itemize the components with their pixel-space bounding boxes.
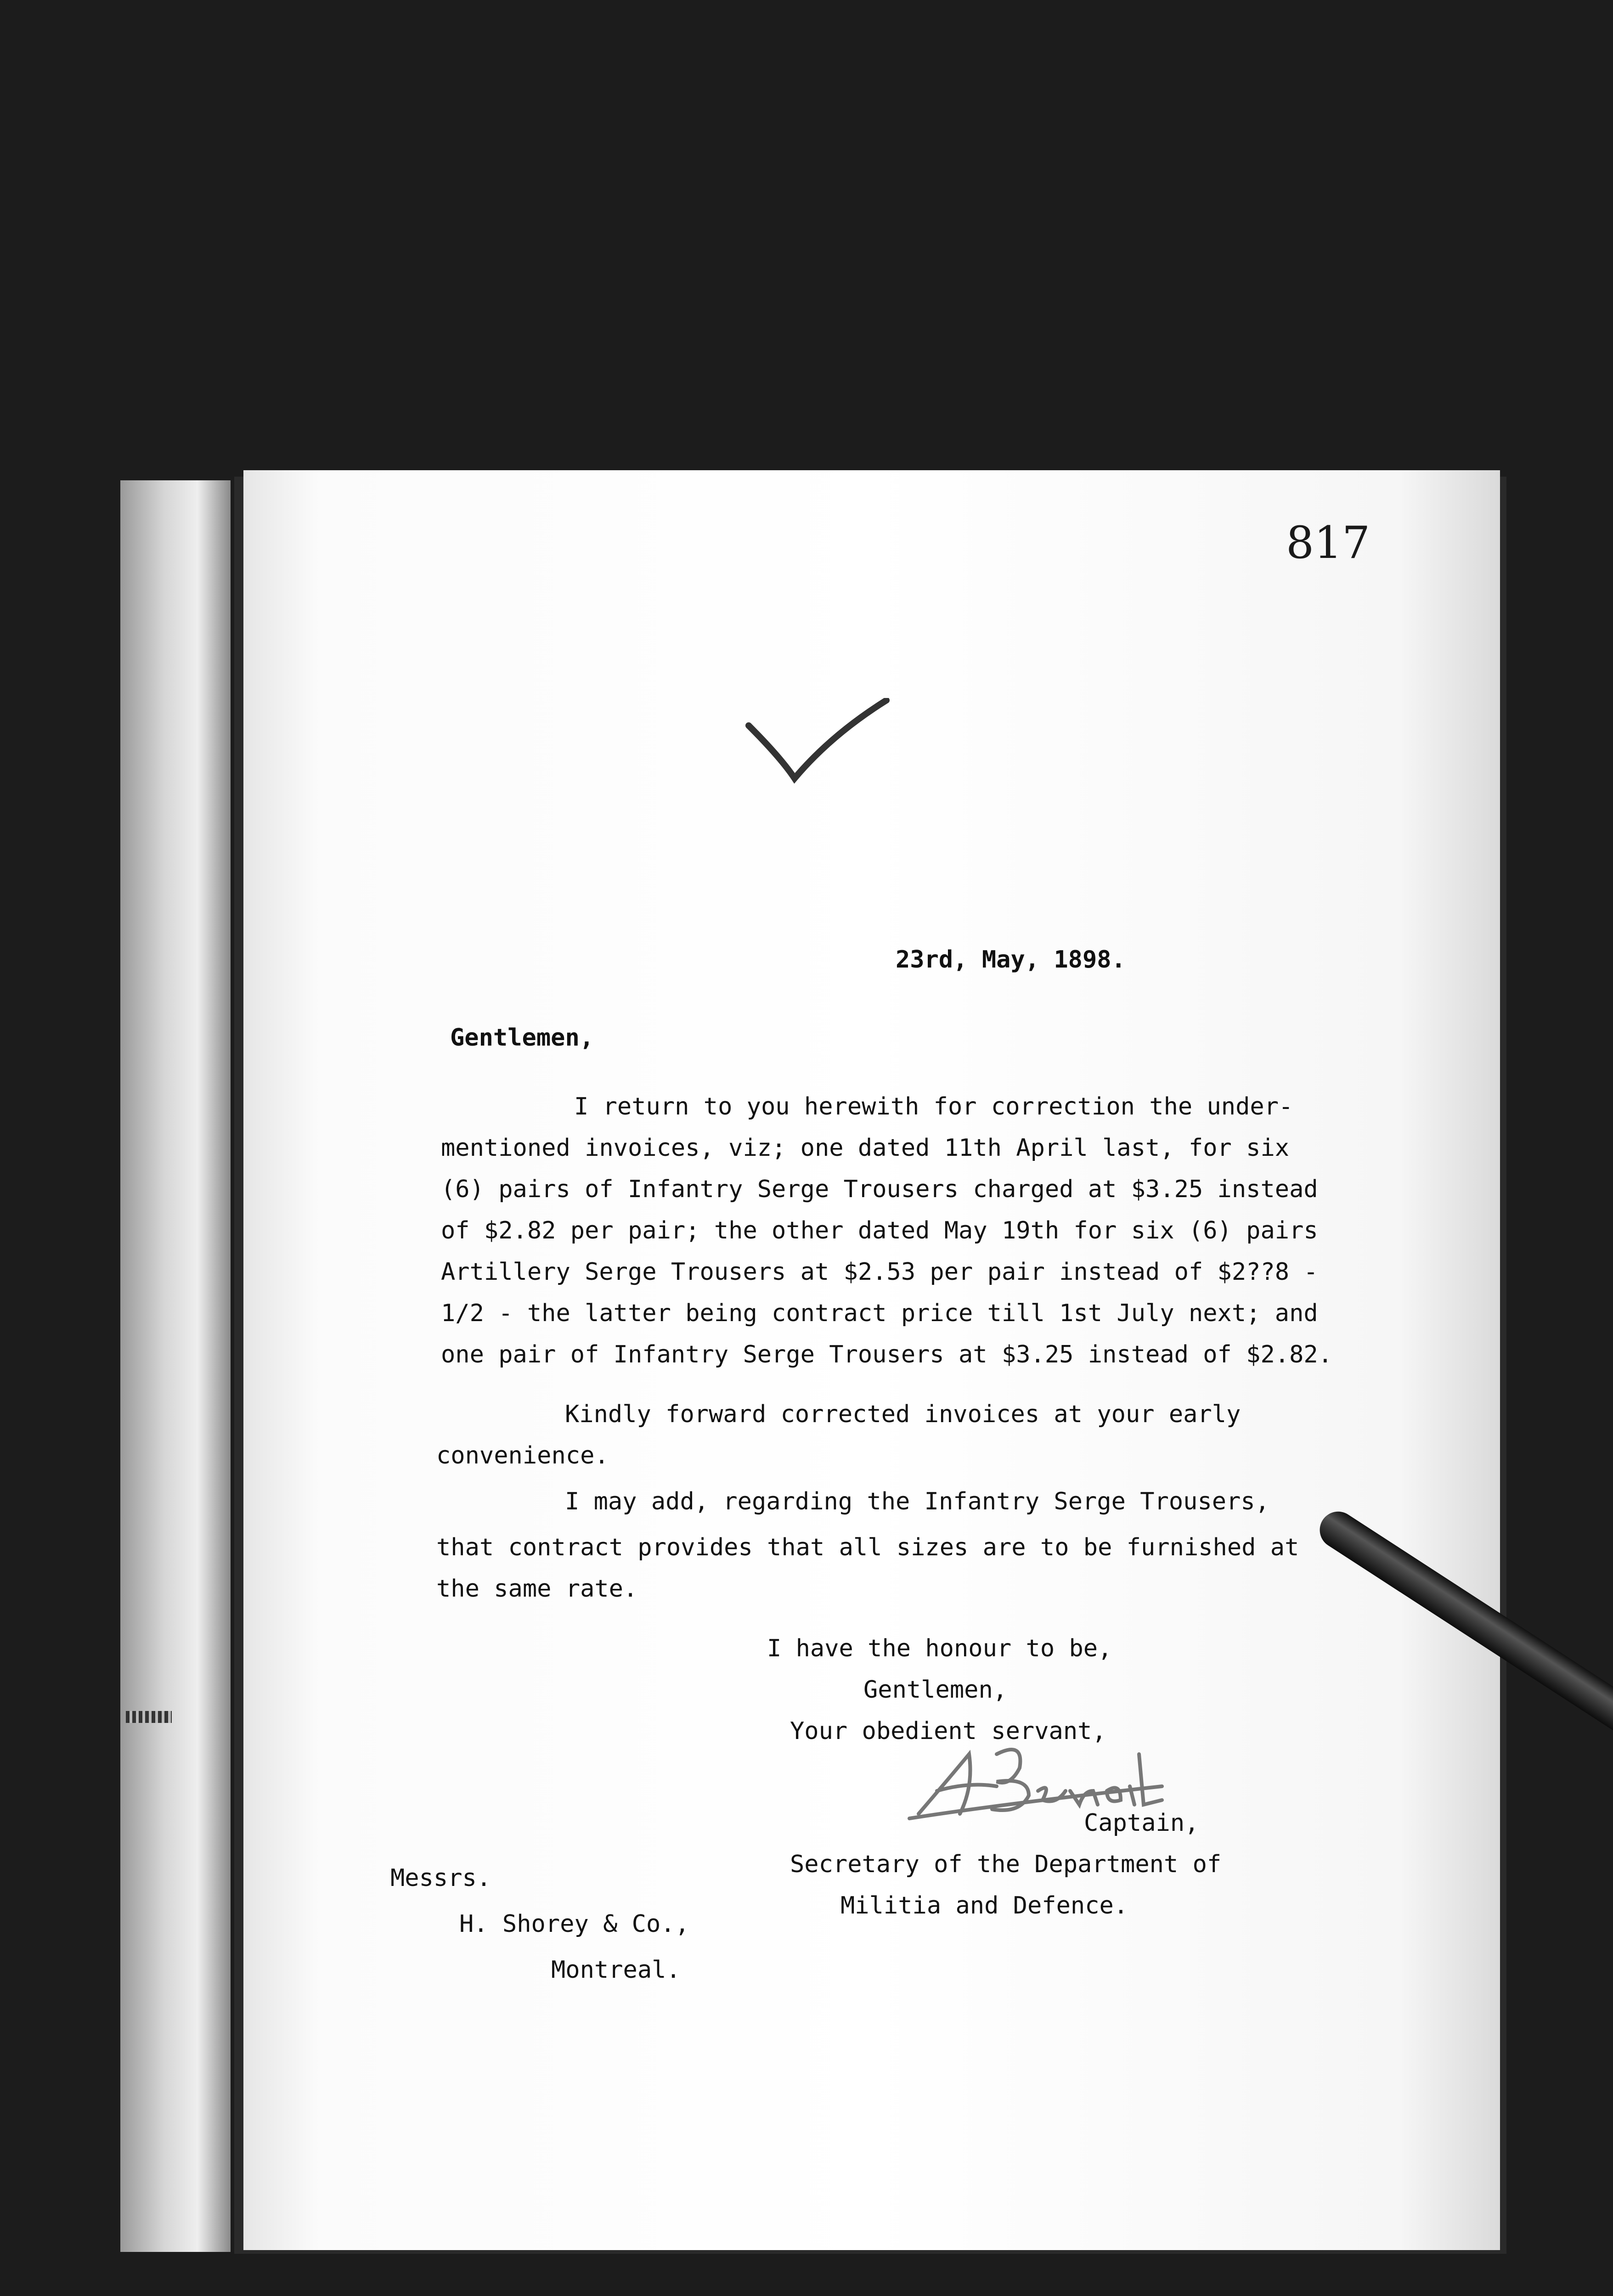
title-line: Captain, <box>1084 1809 1199 1837</box>
address-line: Messrs. <box>390 1864 491 1892</box>
body-line: that contract provides that all sizes are to be furnished at <box>436 1534 1299 1561</box>
body-line: I may add, regarding the Infantry Serge Trousers, <box>565 1488 1270 1515</box>
salutation: Gentlemen, <box>450 1024 594 1052</box>
body-line: convenience. <box>436 1442 609 1469</box>
closing-line: I have the honour to be, <box>767 1635 1112 1662</box>
title-line: Militia and Defence. <box>840 1892 1128 1919</box>
address-line: H. Shorey & Co., <box>459 1910 689 1938</box>
body-line: mentioned invoices, viz; one dated 11th April last, for six <box>441 1134 1290 1162</box>
title-line: Secretary of the Department of <box>790 1851 1222 1878</box>
body-line: I return to you herewith for correction the under- <box>574 1093 1293 1120</box>
address-line: Montreal. <box>551 1956 681 1984</box>
back-sheet <box>120 480 231 2252</box>
body-line: of $2.82 per pair; the other dated May 19th for six (6) pairs <box>441 1217 1318 1244</box>
body-line: (6) pairs of Infantry Serge Trousers charged at $3.25 instead <box>441 1176 1318 1203</box>
body-line: the same rate. <box>436 1575 638 1603</box>
sheet-tab <box>126 1711 172 1723</box>
closing-line: Your obedient servant, <box>790 1717 1106 1745</box>
body-line: Artillery Serge Trousers at $2.53 per pair instead of $2??8 - <box>441 1258 1318 1286</box>
page-number: 817 <box>1286 517 1370 568</box>
body-line: 1/2 - the latter being contract price till 1st July next; and <box>441 1300 1318 1327</box>
body-line: Kindly forward corrected invoices at your early <box>565 1401 1241 1428</box>
letter-date: 23rd, May, 1898. <box>896 946 1126 974</box>
body-line: one pair of Infantry Serge Trousers at $3.25 instead of $2.82. <box>441 1341 1333 1368</box>
closing-line: Gentlemen, <box>863 1676 1008 1704</box>
check-mark-icon <box>744 698 891 790</box>
